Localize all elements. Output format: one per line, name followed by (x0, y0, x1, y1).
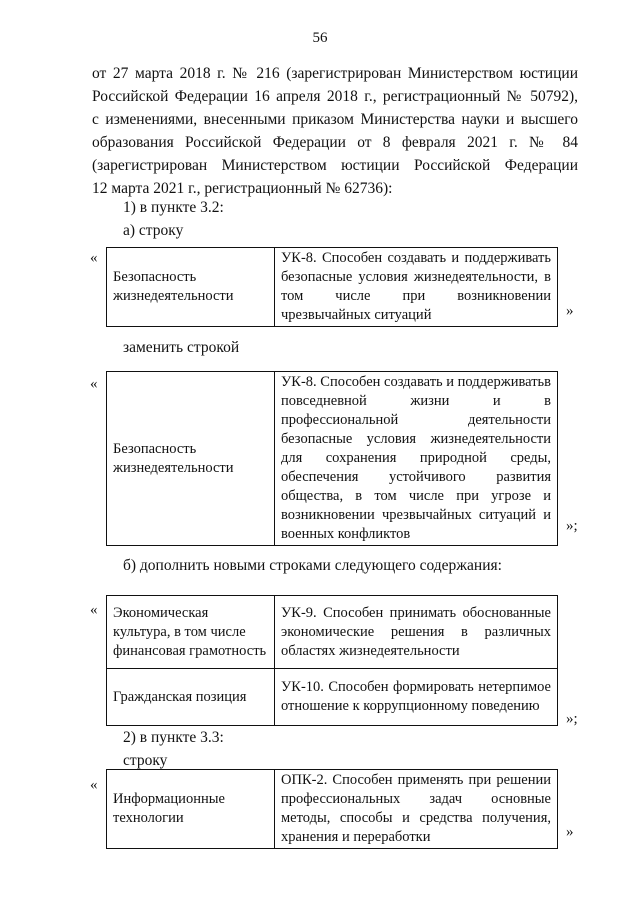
intro-line: с изменениями, внесенными приказом Министерства науки и высшего (92, 111, 578, 128)
item-1b-heading: б) дополнить новыми строками следующего содержания: (123, 557, 502, 574)
item-2-heading: 2) в пункте 3.3: (123, 729, 224, 746)
intro-line: образования Российской Федерации от 8 февраля 2021 г. № 84 (92, 134, 578, 151)
close-quote: » (566, 824, 574, 840)
table-cell-competence: УК-10. Способен формировать нетерпимое отношение к коррупционному поведению (275, 669, 558, 726)
table-cell-discipline: Экономическая культура, в том числе финансовая грамотность (107, 596, 275, 669)
intro-paragraph (92, 62, 578, 200)
close-quote: » (566, 303, 574, 319)
close-quote: »; (566, 711, 578, 727)
table-cell-discipline: Безопасность жизнедеятельности (107, 372, 275, 546)
table-new-row (106, 371, 558, 546)
table-cell-discipline: Гражданская позиция (107, 669, 275, 726)
table-cell-discipline: Информационные технологии (107, 770, 275, 849)
intro-line: Российской Федерации 16 апреля 2018 г., регистрационный № 50792), (92, 88, 578, 105)
table-cell-competence: УК-8. Способен создавать и поддерживатьв повседневной жизни и в профессиональной деятельности безопасные условия жизнедеятельности для сохранения природной среды, обеспечения устойчивого развития общества, в том числе при угрозе и возникновении чрезвычайных ситуаций и военных конфликтов (275, 372, 558, 546)
intro-line: от 27 марта 2018 г. № 216 (зарегистрирован Министерством юстиции (92, 65, 578, 82)
open-quote: « (90, 777, 98, 793)
table-old-row (106, 247, 558, 327)
table-cell-competence: ОПК-2. Способен применять при решении профессиональных задач основные методы, способы и средства получения, хранения и переработки (275, 770, 558, 849)
item-2-line: строку (123, 752, 168, 769)
intro-line-last: 12 марта 2021 г., регистрационный № 62736): (92, 180, 393, 197)
table-section-3-3-row (106, 769, 558, 849)
open-quote: « (90, 250, 98, 266)
table-added-rows (106, 595, 558, 726)
page-number: 56 (312, 30, 328, 46)
table-cell-competence: УК-9. Способен принимать обоснованные экономические решения в различных областях жизнедеятельности (275, 596, 558, 669)
close-quote: »; (566, 518, 578, 534)
table-cell-discipline: Безопасность жизнедеятельности (107, 248, 275, 327)
replace-instruction: заменить строкой (123, 339, 240, 356)
open-quote: « (90, 602, 98, 618)
intro-line: (зарегистрирован Министерством юстиции Российской Федерации (92, 157, 578, 174)
item-1-heading: 1) в пункте 3.2: (123, 199, 224, 216)
table-cell-competence: УК-8. Способен создавать и поддерживать безопасные условия жизнедеятельности, в том числе при возникновении чрезвычайных ситуаций (275, 248, 558, 327)
item-1a-heading: а) строку (123, 222, 184, 239)
open-quote: « (90, 376, 98, 392)
